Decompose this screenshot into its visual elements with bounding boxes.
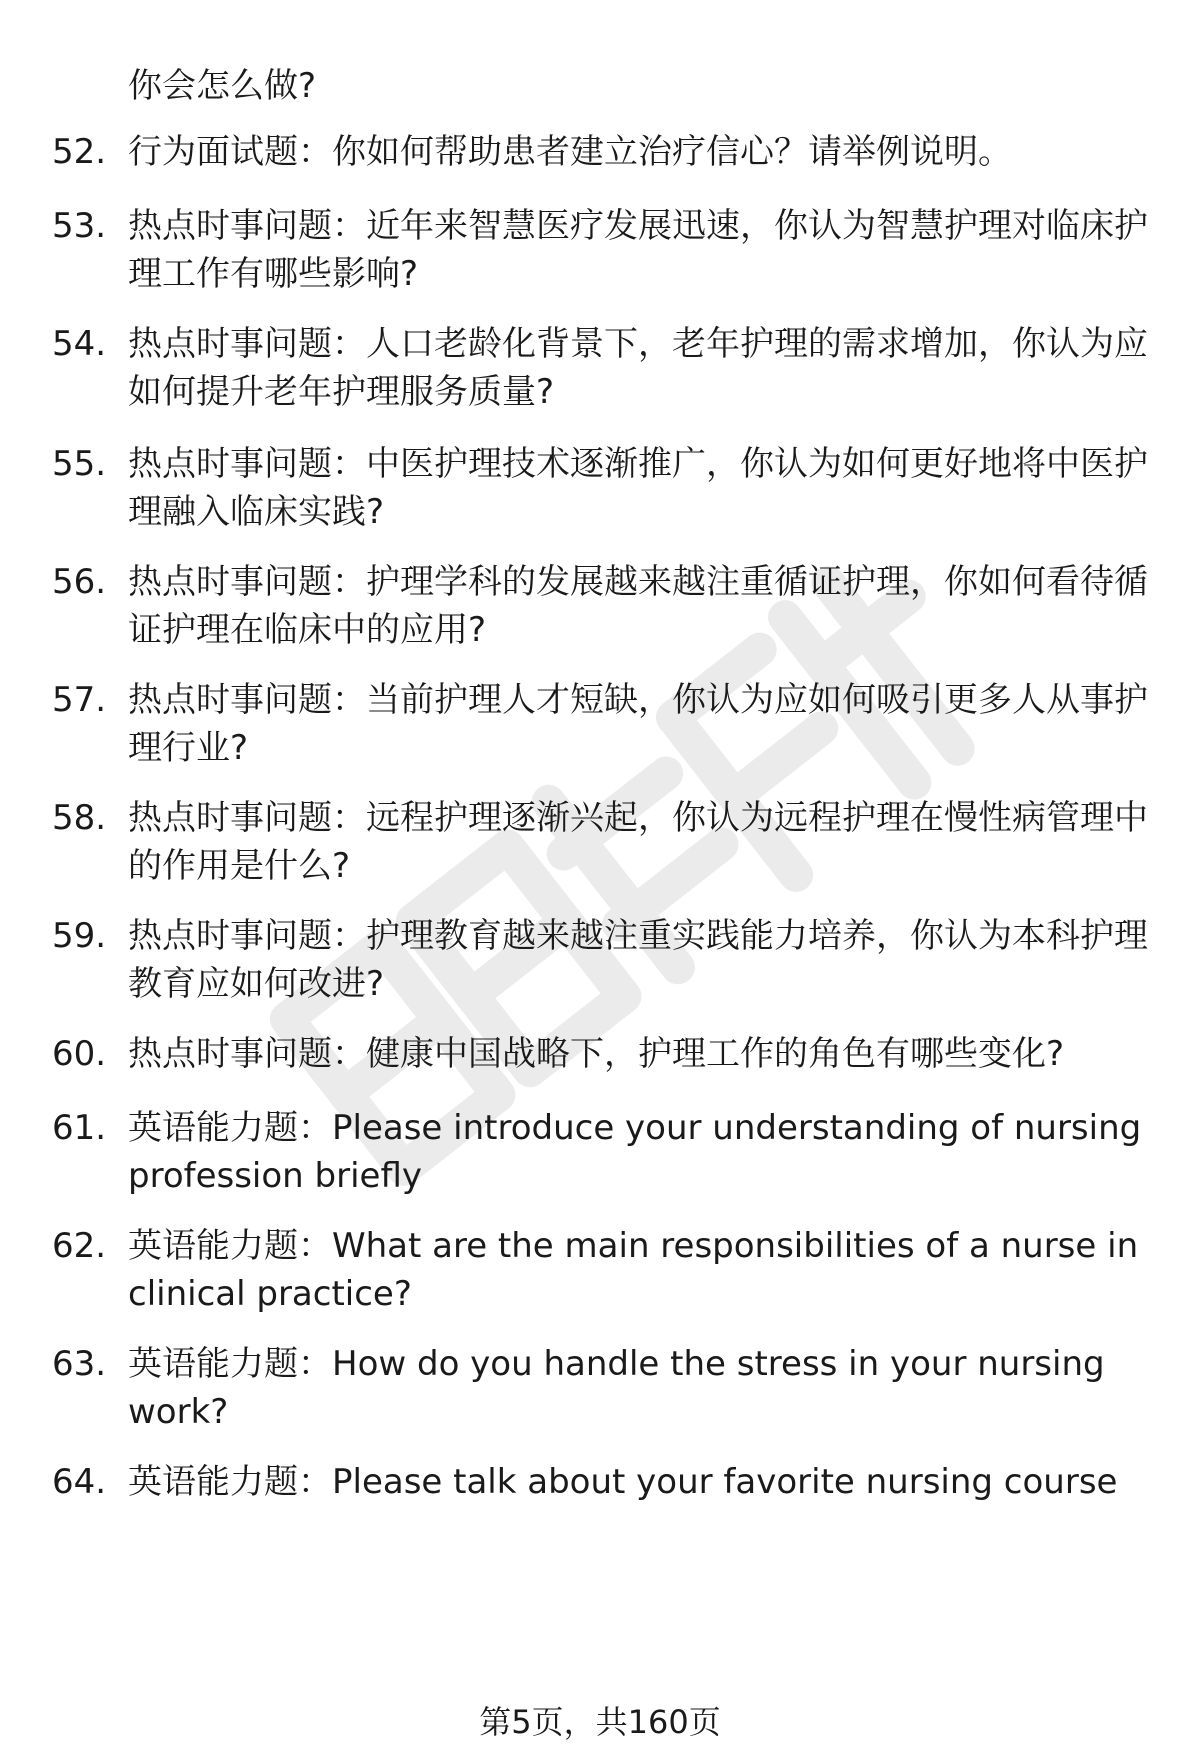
question-text: 英语能力题：How do you handle the stress in your nursing work? bbox=[128, 1344, 1105, 1432]
question-number: 64. bbox=[52, 1462, 107, 1502]
question-item bbox=[52, 1222, 1162, 1318]
question-number: 57. bbox=[52, 680, 107, 720]
question-number: 60. bbox=[52, 1034, 107, 1074]
question-text: 英语能力题：Please talk about your favorite nursing course bbox=[128, 1462, 1118, 1502]
question-number: 63. bbox=[52, 1344, 107, 1384]
question-text: 英语能力题：Please introduce your understanding of nursing profession briefly bbox=[128, 1108, 1142, 1196]
question-number: 59. bbox=[52, 916, 107, 956]
question-item bbox=[52, 794, 1162, 890]
page-footer: 第5页，共160页 bbox=[479, 1703, 721, 1741]
question-text: 英语能力题：What are the main responsibilities of a nurse in clinical practice? bbox=[128, 1226, 1139, 1314]
question-number: 56. bbox=[52, 562, 107, 602]
question-item bbox=[52, 912, 1162, 1008]
question-text: 热点时事问题：人口老龄化背景下，老年护理的需求增加，你认为应如何提升老年护理服务质量? bbox=[128, 324, 1148, 412]
question-item bbox=[52, 1030, 1162, 1078]
question-number: 58. bbox=[52, 798, 107, 838]
question-item bbox=[52, 676, 1162, 772]
question-text: 热点时事问题：健康中国战略下，护理工作的角色有哪些变化? bbox=[128, 1034, 1065, 1074]
question-number: 53. bbox=[52, 206, 107, 246]
question-text: 行为面试题：你如何帮助患者建立治疗信心？请举例说明。 bbox=[128, 132, 1012, 172]
question-item bbox=[52, 320, 1162, 416]
question-item bbox=[52, 558, 1162, 654]
question-item bbox=[52, 1104, 1162, 1200]
question-number: 52. bbox=[52, 132, 107, 172]
question-item bbox=[52, 128, 1162, 176]
question-number: 61. bbox=[52, 1108, 107, 1148]
question-text: 热点时事问题：近年来智慧医疗发展迅速，你认为智慧护理对临床护理工作有哪些影响? bbox=[128, 206, 1148, 294]
question-number: 62. bbox=[52, 1226, 107, 1266]
question-number: 55. bbox=[52, 444, 107, 484]
question-item bbox=[52, 1340, 1162, 1436]
question-number: 54. bbox=[52, 324, 107, 364]
question-item bbox=[52, 1458, 1162, 1506]
question-text: 热点时事问题：当前护理人才短缺，你认为应如何吸引更多人从事护理行业? bbox=[128, 680, 1148, 768]
question-item bbox=[52, 202, 1162, 298]
continued-question-text: 你会怎么做? bbox=[128, 66, 317, 106]
question-text: 热点时事问题：中医护理技术逐渐推广，你认为如何更好地将中医护理融入临床实践? bbox=[128, 444, 1148, 532]
question-text: 热点时事问题：护理学科的发展越来越注重循证护理，你如何看待循证护理在临床中的应用? bbox=[128, 562, 1148, 650]
question-text: 热点时事问题：远程护理逐渐兴起，你认为远程护理在慢性病管理中的作用是什么? bbox=[128, 798, 1148, 886]
question-item bbox=[52, 440, 1162, 536]
question-text: 热点时事问题：护理教育越来越注重实践能力培养，你认为本科护理教育应如何改进? bbox=[128, 916, 1148, 1004]
